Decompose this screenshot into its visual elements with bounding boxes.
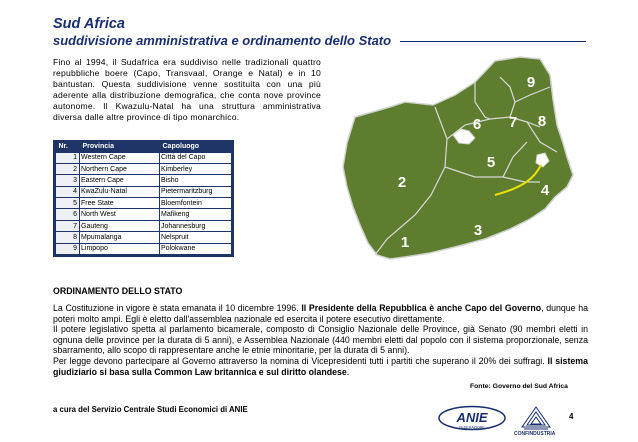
confindustria-label: CONFINDUSTRIA	[514, 431, 556, 437]
p3-bold: Il sistema giudiziario si basa sulla Common Law britannica e sul diritto olandese	[53, 355, 588, 377]
anie-logo-sub: FEDERAZIONE	[459, 425, 485, 430]
row-number: 2	[56, 163, 80, 174]
province-name: KwaZulu-Natal	[80, 186, 160, 197]
header-provincia: Provincia	[82, 142, 115, 150]
map-label-1: 1	[400, 234, 410, 251]
page-title: Sud Africa	[53, 16, 125, 32]
p1-text: La Costituzione in vigore è stata emanata il 10 dicembre 1996.	[53, 303, 302, 313]
capital-name: Johannesburg	[160, 220, 232, 231]
capital-name: Polokwane	[160, 243, 232, 254]
title-divider	[400, 41, 586, 42]
table-row	[56, 209, 232, 220]
capital-name: Bloemfontein	[160, 198, 232, 209]
row-number: 3	[56, 175, 80, 186]
province-name: North West	[80, 209, 160, 220]
paragraph-legislative: Il potere legislativo spetta al parlamento bicamerale, composto di Consiglio Nazionale delle Province, già Senato (90 membri eletti in ognuna delle province per la durata di 5 anni), e Assemblea Nazionale (440 membri eletti dal popolo con il sistema proporzionale, senza sbarramento, allo scopo di rappresentare anche le etnie minoritarie, per la durata di 5 anni).	[53, 324, 588, 356]
map-label-4: 4	[540, 182, 550, 199]
map-label-5: 5	[486, 154, 496, 171]
p1-bold: Il Presidente della Repubblica è anche Capo del Governo	[301, 303, 542, 313]
row-number: 4	[56, 186, 80, 197]
row-number: 6	[56, 209, 80, 220]
page-number: 4	[569, 412, 574, 421]
capital-name: Kimberley	[160, 163, 232, 174]
province-name: Western Cape	[80, 152, 160, 163]
p3-text: Per legge devono partecipare al Governo attraverso la nomina di Vicepresidenti tutti i partiti che superano il 20% dei suffragi.	[53, 355, 548, 366]
map-label-8: 8	[537, 113, 547, 130]
source-note: Fonte: Governo del Sud Africa	[470, 383, 568, 390]
table-row	[56, 232, 232, 243]
map-label-9: 9	[526, 74, 536, 91]
capital-name: Bisho	[160, 175, 232, 186]
section-body	[53, 303, 588, 377]
header-capoluogo: Capoluogo	[162, 142, 200, 150]
anie-logo	[437, 405, 507, 431]
page-subtitle: suddivisione amministrativa e ordinamento dello Stato	[53, 33, 392, 48]
row-number: 9	[56, 243, 80, 254]
map-label-2: 2	[397, 174, 407, 191]
table-row	[56, 163, 232, 174]
row-number: 5	[56, 198, 80, 209]
province-name: Northern Cape	[80, 163, 160, 174]
provinces-table	[53, 140, 234, 257]
table-row	[56, 175, 232, 186]
paragraph-constitution	[53, 303, 588, 324]
table-row	[56, 186, 232, 197]
row-number: 7	[56, 220, 80, 231]
row-number: 1	[56, 152, 80, 163]
capital-name: Nelspruit	[160, 232, 232, 243]
map-land	[343, 57, 573, 259]
p3-end: .	[346, 366, 350, 377]
capital-name: Mafikeng	[160, 209, 232, 220]
table-row	[56, 198, 232, 209]
province-name: Eastern Cape	[80, 175, 160, 186]
province-name: Gauteng	[80, 220, 160, 231]
table-header-row	[56, 141, 232, 152]
footer-credit: a cura del Servizio Centrale Studi Economici di ANIE	[53, 405, 248, 414]
capital-name: Pietermaritzburg	[160, 186, 232, 197]
header-nr: Nr.	[58, 142, 68, 150]
province-name: Limpopo	[80, 243, 160, 254]
section-heading: ORDINAMENTO DELLO STATO	[53, 286, 183, 296]
anie-logo-text: ANIE	[456, 410, 488, 425]
table-row	[56, 220, 232, 231]
row-number: 8	[56, 232, 80, 243]
table-row	[56, 243, 232, 254]
map-label-6: 6	[472, 116, 482, 133]
map-label-3: 3	[473, 222, 483, 239]
capital-name: Città del Capo	[160, 152, 232, 163]
province-name: Free State	[80, 198, 160, 209]
intro-paragraph: Fino al 1994, il Sudafrica era suddiviso nelle tradizionali quattro repubbliche boere (Capo, Transvaal, Orange e Natal) e in 10 bantustan. Questa suddivisione venne sostituita con una più aderente alla distribuzione demografica, che conta nove province autonome. Il Kwazulu-Natal ha una struttura amministrativa diversa dalle altre province di tipo monarchico.	[53, 57, 321, 122]
map-label-7: 7	[508, 114, 518, 131]
table-row	[56, 152, 232, 163]
paragraph-government	[53, 356, 588, 377]
south-africa-provinces-map	[335, 47, 580, 265]
p1-rest: , dunque ha poteri molto ampi. Egli è eletto dall'assemblea nazionale ed esercita il potere esecutivo direttamente.	[53, 303, 588, 324]
province-name: Mpumalanga	[80, 232, 160, 243]
